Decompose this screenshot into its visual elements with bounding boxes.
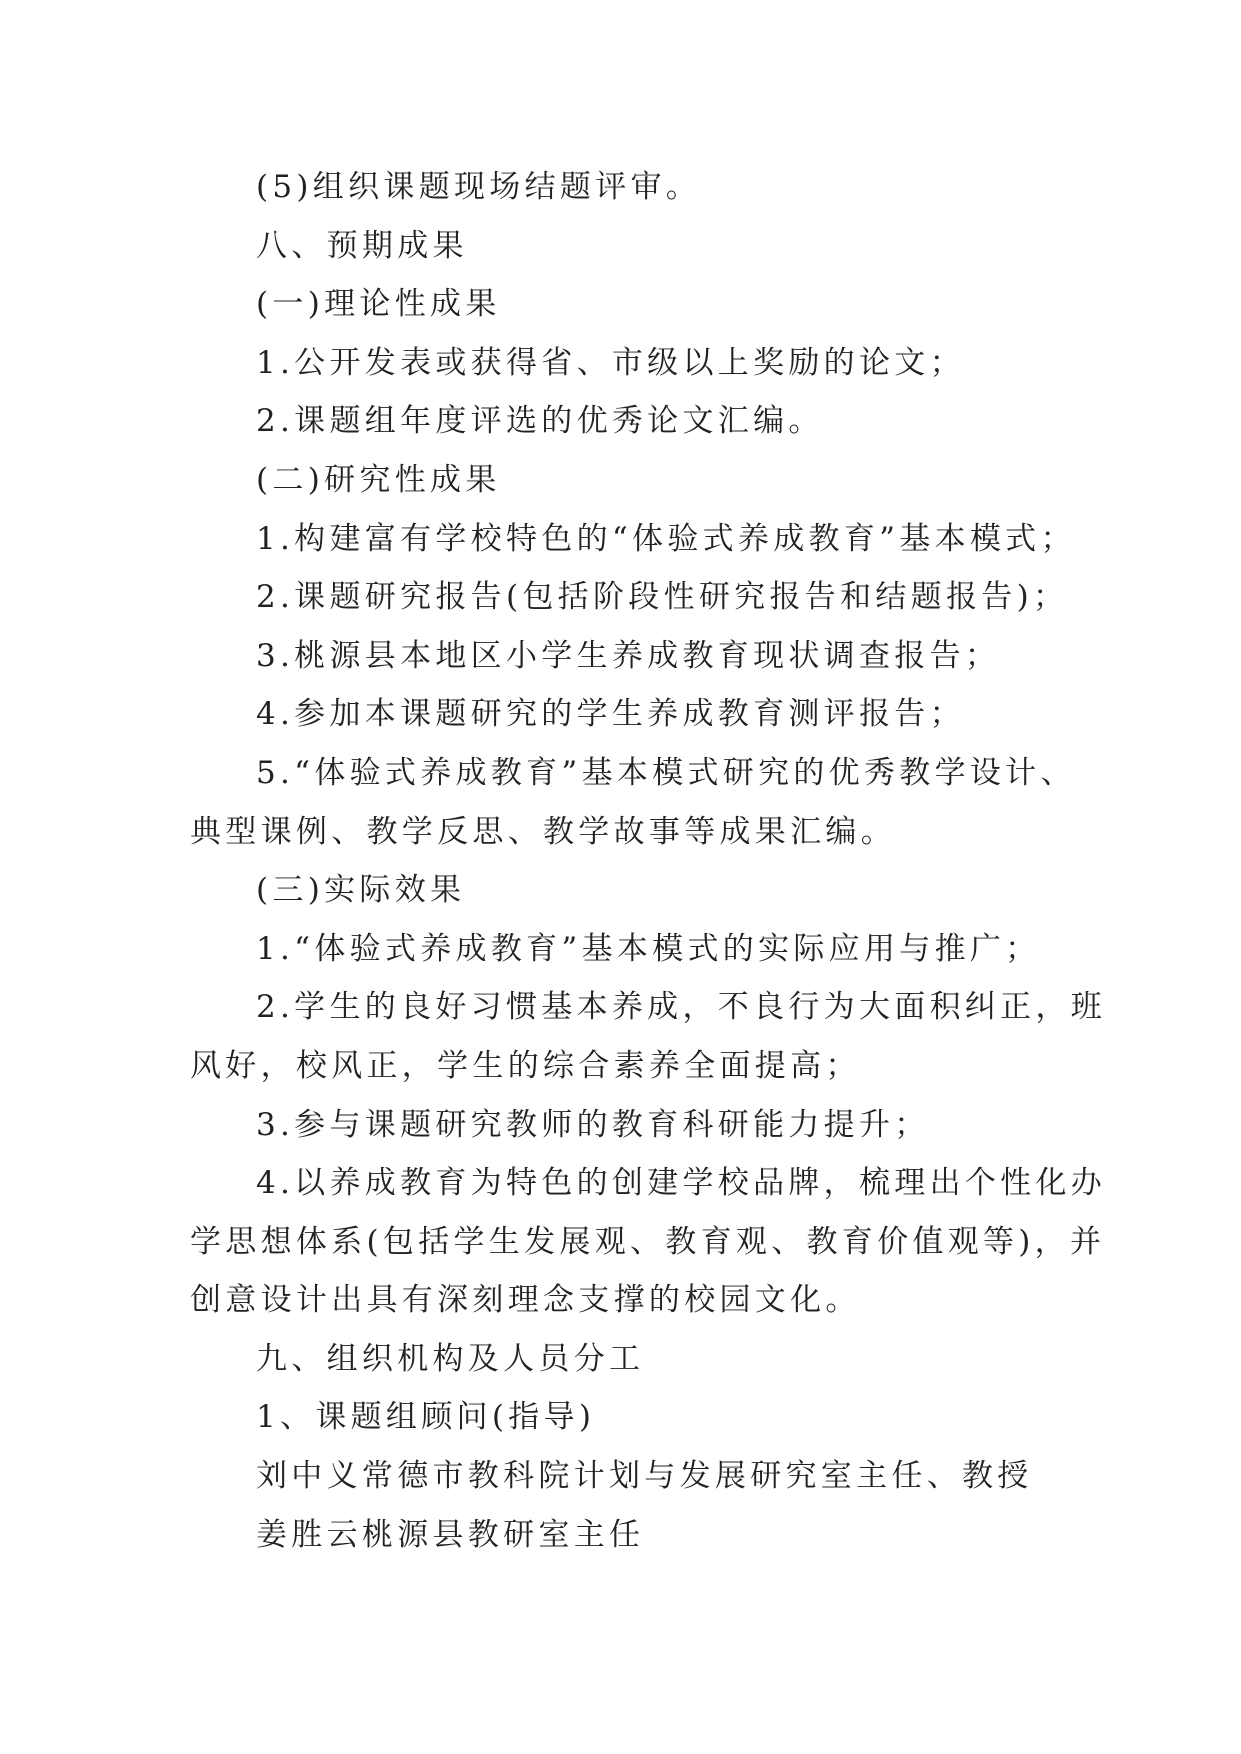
list-item: 2.课题研究报告(包括阶段性研究报告和结题报告)； bbox=[256, 579, 1069, 616]
list-item: 3.桃源县本地区小学生养成教育现状调查报告； bbox=[256, 637, 1001, 674]
document-body bbox=[190, 158, 1107, 1564]
subheading-theoretical-results: (一)理论性成果 bbox=[256, 286, 501, 323]
list-item: 1.构建富有学校特色的“体验式养成教育”基本模式； bbox=[256, 520, 1076, 557]
list-item-continuation: 创意设计出具有深刻理念支撑的校园文化。 bbox=[190, 1282, 861, 1319]
text-line-review: (5)组织课题现场结题评审。 bbox=[256, 169, 702, 205]
subheading-advisors: 1、课题组顾问(指导) bbox=[256, 1399, 596, 1436]
list-item-continuation: 学思想体系(包括学生发展观、教育观、教育价值观等)，并 bbox=[190, 1223, 1106, 1260]
list-item: 1.公开发表或获得省、市级以上奖励的论文； bbox=[256, 344, 965, 381]
advisor-entry: 姜胜云桃源县教研室主任 bbox=[256, 1516, 645, 1553]
list-item: 4.参加本课题研究的学生养成教育测评报告； bbox=[256, 696, 965, 733]
section-heading-organization: 九、组织机构及人员分工 bbox=[256, 1340, 645, 1377]
subheading-actual-effects: (三)实际效果 bbox=[256, 872, 466, 909]
advisor-entry: 刘中义常德市教科院计划与发展研究室主任、教授 bbox=[256, 1458, 1033, 1495]
list-item: 1.“体验式养成教育”基本模式的实际应用与推广； bbox=[256, 930, 1041, 967]
list-item: 3.参与课题研究教师的教育科研能力提升； bbox=[256, 1106, 930, 1143]
subheading-research-results: (二)研究性成果 bbox=[256, 461, 501, 498]
list-item-continuation: 风好，校风正，学生的综合素养全面提高； bbox=[190, 1047, 861, 1084]
list-item-continuation: 典型课例、教学反思、教学故事等成果汇编。 bbox=[190, 813, 896, 850]
list-item: 2.课题组年度评选的优秀论文汇编。 bbox=[256, 403, 824, 440]
list-item: 5.“体验式养成教育”基本模式研究的优秀教学设计、 bbox=[256, 754, 1076, 791]
list-item: 2.学生的良好习惯基本养成，不良行为大面积纠正，班 bbox=[256, 989, 1107, 1026]
section-heading-expected-results: 八、预期成果 bbox=[256, 227, 468, 264]
list-item: 4.以养成教育为特色的创建学校品牌，梳理出个性化办 bbox=[256, 1165, 1107, 1202]
